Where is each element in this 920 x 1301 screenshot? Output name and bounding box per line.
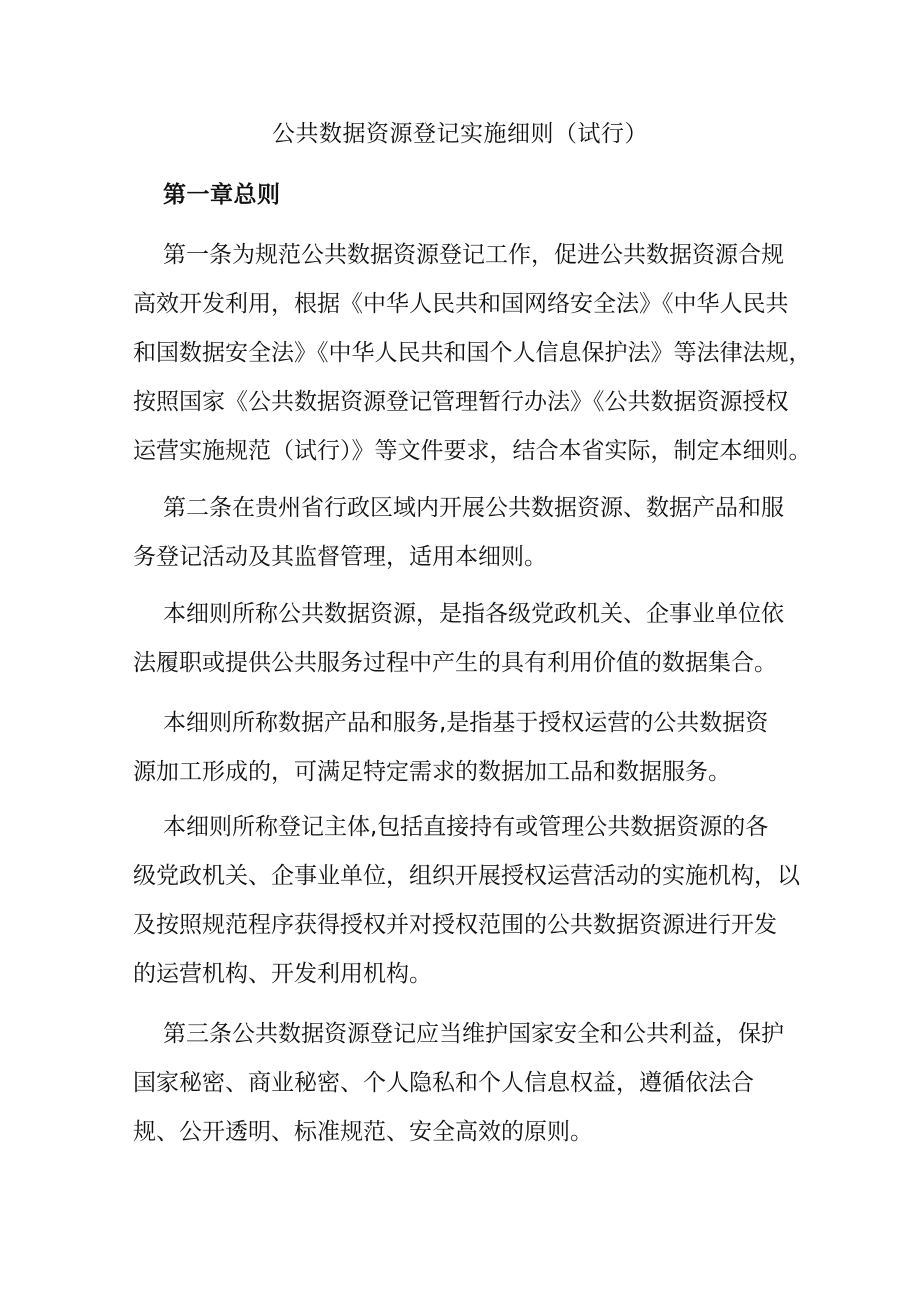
document-title: 公共数据资源登记实施细则（试行）	[272, 121, 648, 147]
paragraph-line: 本细则所称公共数据资源，是指各级党政机关、企事业单位依	[163, 601, 784, 627]
paragraph-line: 级党政机关、企事业单位，组织开展授权运营活动的实施机构，以	[133, 863, 800, 889]
paragraph-line: 及按照规范程序获得授权并对授权范围的公共数据资源进行开发	[133, 912, 777, 938]
paragraph-line: 国家秘密、商业秘密、个人隐私和个人信息权益，遵循依法合	[133, 1070, 754, 1096]
definition-public-data-paragraph	[133, 590, 798, 688]
article-3-paragraph	[133, 1010, 798, 1157]
paragraph-line: 本细则所称登记主体,包括直接持有或管理公共数据资源的各	[163, 814, 769, 840]
paragraph-line: 第三条公共数据资源登记应当维护国家安全和公共利益，保护	[163, 1021, 784, 1047]
article-2-paragraph	[133, 484, 798, 582]
definition-data-products-paragraph	[133, 699, 798, 797]
paragraph-line: 本细则所称数据产品和服务,是指基于授权运营的公共数据资	[163, 710, 769, 736]
paragraph-line: 运营实施规范（试行）》等文件要求，结合本省实际，制定本细则。	[133, 438, 812, 464]
paragraph-line: 法履职或提供公共服务过程中产生的具有利用价值的数据集合。	[133, 650, 777, 676]
paragraph-line: 按照国家《公共数据资源登记管理暂行办法》《公共数据资源授权	[133, 389, 789, 415]
paragraph-line: 高效开发利用，根据《中华人民共和国网络安全法》《中华人民共	[133, 291, 789, 317]
paragraph-line: 和国数据安全法》《中华人民共和国个人信息保护法》等法律法规，	[133, 340, 812, 366]
definition-registration-subject-paragraph	[133, 803, 798, 999]
article-1-paragraph	[133, 231, 812, 476]
paragraph-line: 的运营机构、开发利用机构。	[133, 961, 432, 987]
paragraph-line: 第二条在贵州省行政区域内开展公共数据资源、数据产品和服	[163, 495, 784, 521]
chapter-heading: 第一章总则	[163, 182, 281, 208]
paragraph-line: 规、公开透明、标准规范、安全高效的原则。	[133, 1119, 593, 1145]
paragraph-line: 源加工形成的，可满足特定需求的数据加工品和数据服务。	[133, 759, 731, 785]
paragraph-line: 务登记活动及其监督管理，适用本细则。	[133, 544, 547, 570]
paragraph-line: 第一条为规范公共数据资源登记工作，促进公共数据资源合规	[163, 242, 784, 268]
